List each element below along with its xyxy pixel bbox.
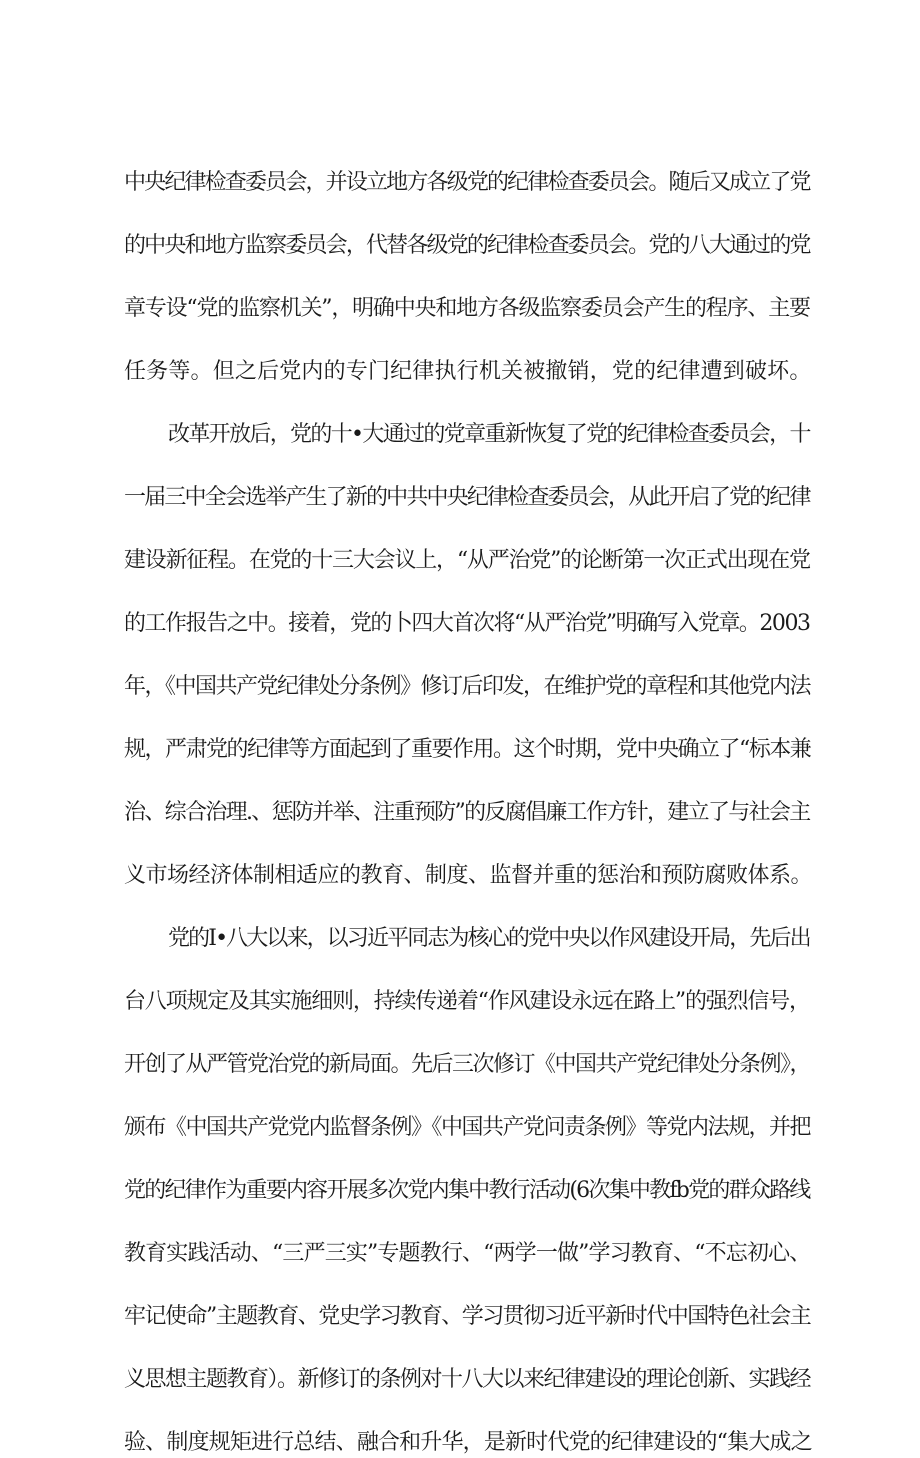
paragraph-1-line-1: 中央纪律检查委员会，并设立地方各级党的纪律检查委员会。随后又成立了党 (124, 170, 810, 195)
paragraph-1-line-2: 的中央和地方监察委员会，代替各级党的纪律检查委员会。党的八大通过的党 (124, 233, 810, 258)
paragraph-2-line-6: 规，严肃党的纪律等方面起到了重要作用。这个时期，党中央确立了“标本兼 (124, 737, 811, 762)
paragraph-3-line-2: 台八项规定及其实施细则，持续传递着“作风建设永远在路上”的强烈信号， (124, 989, 810, 1014)
paragraph-3-line-6: 教育实践活动、“三严三实”专题教行、“两学一做”学习教育、“不忘初心、 (124, 1241, 811, 1266)
paragraph-2-line-7: 治、综合治理.、惩防并举、注重预防”的反腐倡廉工作方针，建立了与社会主 (124, 800, 810, 825)
paragraph-3-line-5: 党的纪律作为重要内容开展多次党内集中教行活动(6次集中教fb党的群众路线 (124, 1178, 810, 1203)
paragraph-2-line-8: 义市场经济体制相适应的教育、制度、监督并重的惩治和预防腐败体系。 (124, 863, 813, 888)
paragraph-2-line-5: 年，《中国共产党纪律处分条例》修订后印发，在维护党的章程和其他党内法 (124, 674, 811, 699)
paragraph-1-line-4: 任务等。但之后党内的专门纪律执行机关被撤销，党的纪律遭到破坏。 (124, 359, 812, 384)
paragraph-2-line-3: 建设新征程。在党的十三大会议上，“从严治党”的论断第一次正式出现在党 (124, 548, 810, 573)
paragraph-3-line-8: 义思想主题教育）。新修订的条例对十八大以来纪律建设的理论创新、实践经 (124, 1367, 811, 1392)
paragraph-3-line-3: 开创了从严管党治党的新局面。先后三次修订《中国共产党纪律处分条例》， (124, 1052, 811, 1077)
paragraph-3-line-9: 验、制度规矩进行总结、融合和升华，是新时代党的纪律建设的“集大成之 (124, 1430, 812, 1455)
paragraph-1-line-3: 章专设“党的监察机关”，明确中央和地方各级监察委员会产生的程序、主要 (124, 296, 810, 321)
paragraph-2-line-2: 一届三中全会选举产生了新的中共中央纪律检查委员会，从此开启了党的纪律 (124, 485, 810, 510)
paragraph-2-line-4: 的工作报告之中。接着，党的卜四大首次将“从严治党”明确写入党章。2003 (124, 611, 810, 636)
paragraph-3-line-4: 颁布《中国共产党党内监督条例》《中国共产党问责条例》等党内法规，并把 (124, 1115, 811, 1140)
paragraph-3-line-7: 牢记使命”主题教育、党史学习教育、学习贯彻习近平新时代中国特色社会主 (124, 1304, 811, 1329)
paragraph-2-line-1: 改革开放后，党的十•大通过的党章重新恢复了党的纪律检查委员会，十 (168, 422, 810, 447)
paragraph-3-line-1: 党的I•八大以来，以习近平同志为核心的党中央以作风建设开局，先后出 (168, 926, 810, 951)
